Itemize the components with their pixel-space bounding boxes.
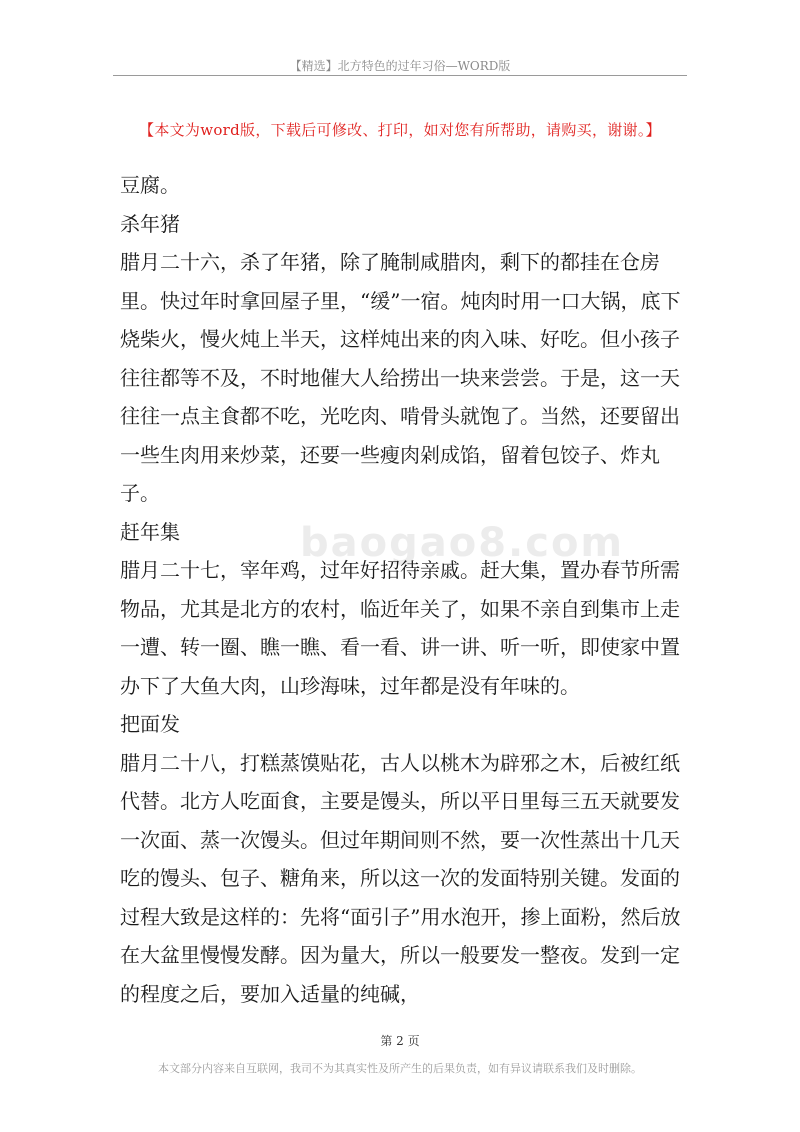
header-title: 【精选】北方特色的过年习俗—WORD版 — [289, 59, 511, 73]
purchase-notice: 【本文为word版，下载后可修改、打印，如对您有所帮助，请购买，谢谢。】 — [139, 121, 661, 139]
footer-disclaimer: 本文部分内容来自互联网，我司不为其真实性及所产生的后果负责，如有异议请联系我们及时删除。 — [158, 1062, 642, 1075]
section-heading: 赶年集 — [120, 519, 180, 544]
header-rule — [113, 75, 687, 76]
document-body — [120, 166, 690, 1013]
paragraph: 腊月二十七，宰年鸡，过年好招待亲戚。赶大集，置办春节所需物品，尤其是北方的农村，临近年关了，如果不亲自到集市上走一遭、转一圈、瞧一瞧、看一看、讲一讲、听一听，即使家中置办下了大鱼大肉，山珍海味，过年都是没有年味的。 — [120, 558, 680, 698]
paragraph: 豆腐。 — [120, 173, 180, 197]
paragraph: 腊月二十八，打糕蒸馍贴花，古人以桃木为辟邪之木，后被红纸代替。北方人吃面食，主要是馒头，所以平日里每三五天就要发一次面、蒸一次馒头。但过年期间则不然，要一次性蒸出十几天吃的馒头、包子、糖角来，所以这一次的发面特别关键。发面的过程大致是这样的：先将“面引子”用水泡开，掺上面粉，然后放在大盆里慢慢发酵。因为量大，所以一般要发一整夜。发到一定的程度之后，要加入适量的纯碱， — [120, 750, 681, 1006]
page-number: 第 2 页 — [380, 1034, 420, 1048]
section-heading: 杀年猪 — [120, 211, 180, 236]
watermark: baogao8.com — [300, 520, 625, 566]
section-heading: 把面发 — [120, 712, 180, 736]
paragraph: 腊月二十六，杀了年猪，除了腌制咸腊肉，剩下的都挂在仓房里。快过年时拿回屋子里，“缓”一宿。炖肉时用一口大锅，底下烧柴火，慢火炖上半天，这样炖出来的肉入味、好吃。但小孩子往往都等不及，不时地催大人给捞出一块来尝尝。于是，这一天往往一点主食都不吃，光吃肉、啃骨头就饱了。当然，还要留出一些生肉用来炒菜，还要一些瘦肉剁成馅，留着包饺子、炸丸子。 — [120, 250, 681, 505]
